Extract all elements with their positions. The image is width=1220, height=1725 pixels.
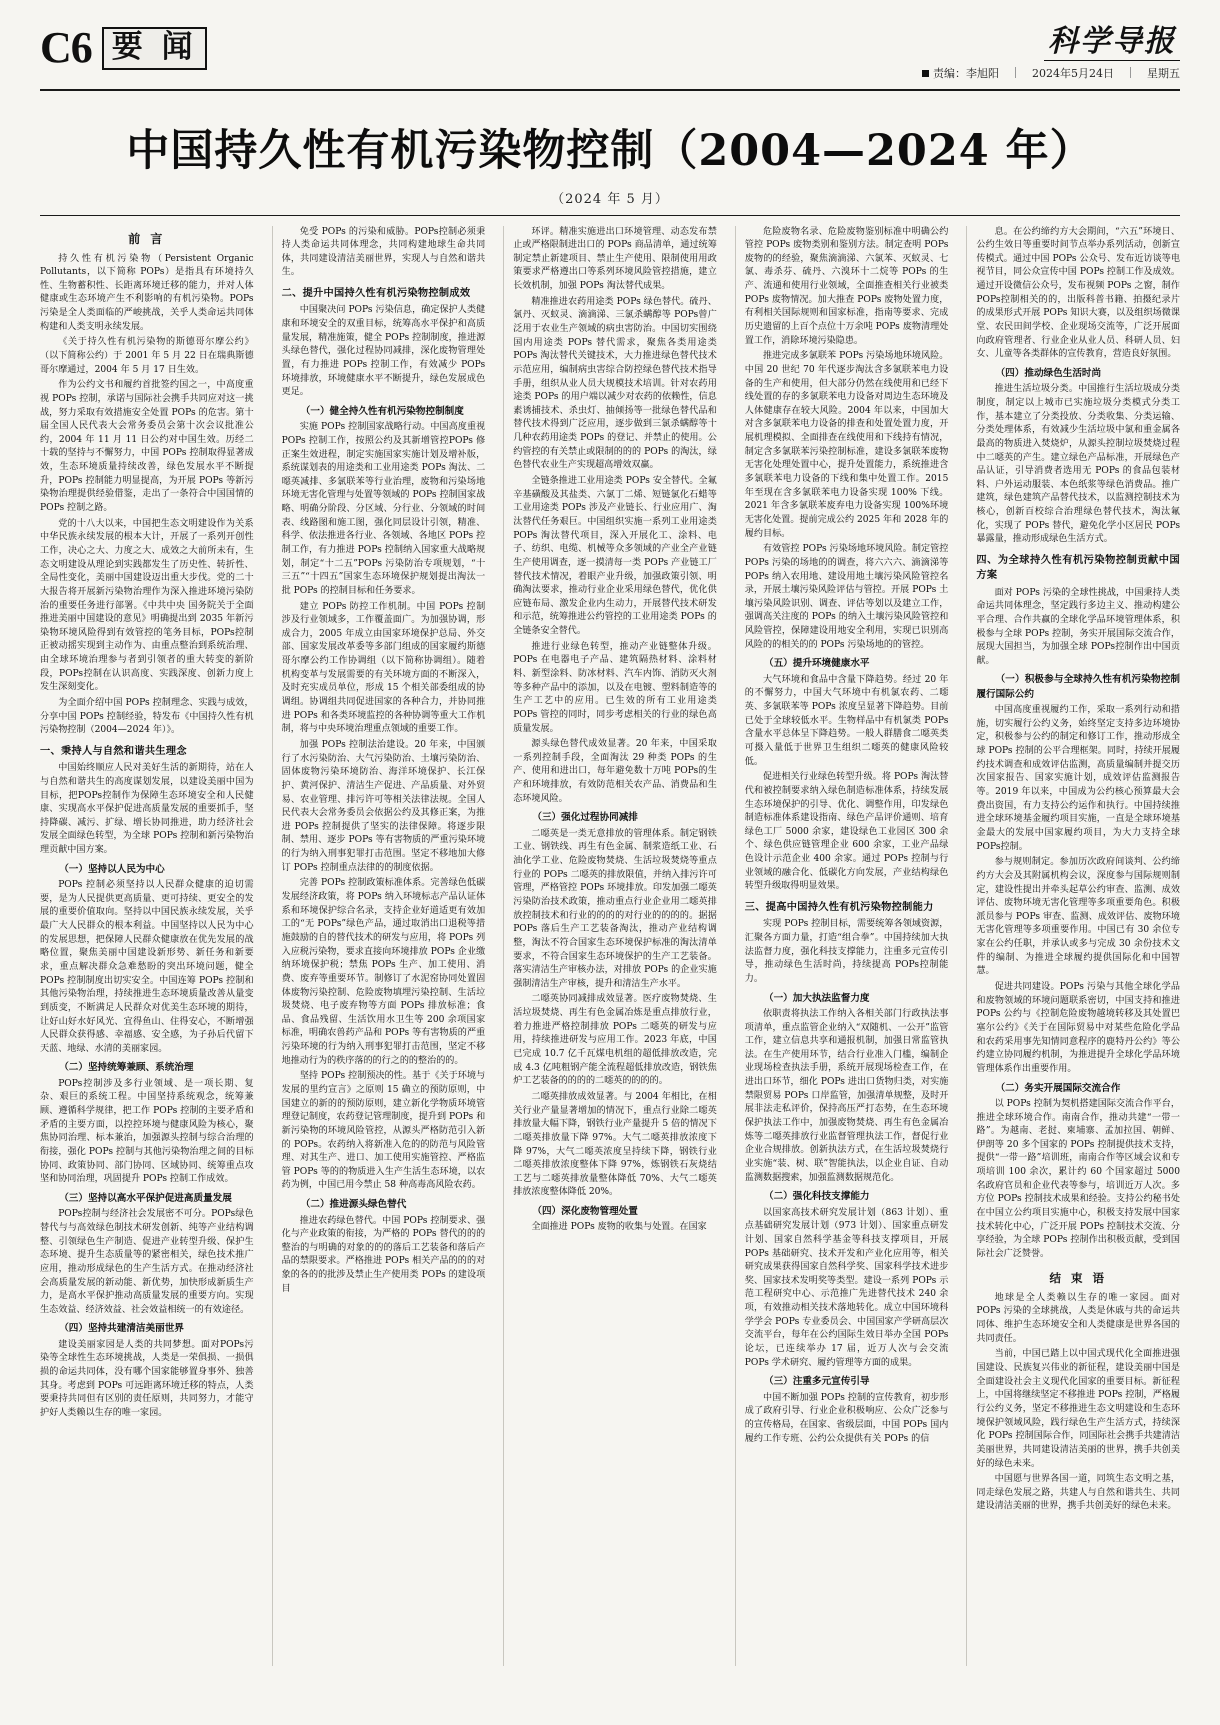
paragraph: POPs控制与经济社会发展密不可分。POPs绿色替代与与高效绿色制技术研发创新、纯等产业结构调整、引领绿色生产制造、促进产业转型升级、保护生态环境、提升生态质量等的紧密相关，绿色技术推广应用，推动形成绿色的生产生活方式。在推动经济社会高质量发展的新动能、新优势，加快形成新质生产力，是高水平保护推动高质量发展的重要方向。实现生态效益、经济效益、社会效益相统一的有效途径。: [40, 1209, 254, 1315]
paragraph: 持久性有机污染物（Persistent Organic Pollutants，以下简称 POPs）是指具有环境持久性、生物蓄积性、长距离环境迁移的能力，并对人体健康或生态环境产生不利影响的有机污染物。POPs污染是全人类面临的严峻挑战，关乎人类命运共同体构建和人类支明永续发展。: [40, 253, 254, 332]
paragraph: 以 POPs 控制为契机搭建国际交流合作平台，推进全球环境合作。南南合作，推动共建“一带一路”。为越南、老挝、柬埔寨、孟加拉国、朝鲜、伊朗等 20 多个国家的 POPs 控制提供技术支持，提供“一带一路”培训班，南南合作等区域会议和专项培训 100 余次，累计约 60 个国家超过 5000 名政府官员和企业代表等参与，培训近万人次。多方位 POPs 控制技术成果和经验。支持公约秘书处在中国立公约项目实施中心，积极支持发展中国家技术转化中心，广泛开展 POPs 控制技术交流、分享经验，为全球 POPs 控制作出积极贡献，受到国际社会广泛赞誉。: [976, 1098, 1180, 1259]
paragraph: 大气环境和食品中含量下降趋势。经过 20 年的不懈努力，中国大气环境中有机氯农药、二噁英、多氯联苯等 POPs 浓度呈显著下降趋势。目前已处于全球较低水平。生物样品中有机氯类 POPs 含量水平总体呈下降趋势。一般人群膳食二噁英类可摄入量低于世界卫生组织二噁英的健康风险较低。: [744, 674, 949, 767]
subsection-heading: （二）务实开展国际交流合作: [995, 1082, 1121, 1094]
paragraph: 推进行业绿色转型，推动产业链整体升级。POPs 在电器电子产品、建筑隔热材料、涂料材料、新型涂料、防冰材料、汽车内饰、消防灭火剂等多种产品中的添加，以及在电镀、塑料制造等的生产工艺中的应用。已生效的所有工业用途类 POPs 管控的同时，同步考虑相关的行业的绿色高质量发展。: [513, 641, 717, 734]
paragraph: 有效管控 POPs 污染场地环境风险。制定管控 POPs 污染的场地的的调查，将六六六、滴滴涕等 POPs 纳入农用地、建设用地土壤污染风险管控名录，开展土壤污染风险评估与管控。开展 POPs 土壤污染风险识别、调查、评估等划以及建立工作，强调高关注度的 POPs 的纳入土壤污染风险管控和风险管控，保障建设用地安全利用，实现已识别高风险的的相关的的 POPs 污染场地的的管控。: [744, 544, 949, 650]
paragraph: 以国家高技术研究发展计划（863 计划）、重点基础研究发展计划（973 计划）、国家重点研发计划、国家自然科学基金等科技支撑项目，开展 POPs 基础研究、技术开发和产业化应用等，相关研究成果获得国家自然科学奖、国家科学技术进步奖、国家技术发明奖等类型。建设一系列 POPs 示范工程研究中心、示范推广先进替代技术 240 余项，有效推动相关技术落地转化。成立中国环境科学学会 POPs 专业委员会、中国国家产学研高层次交流平台，每年在公约国际生效日举办全国 POPs 论坛，已连续举办 17 届，近万人次与会交流 POPs 学术研究、履约管理等方面的成果。: [744, 1207, 949, 1368]
conclusion-heading: 结 束 语: [1049, 1270, 1107, 1285]
weekday: 星期五: [1147, 66, 1180, 80]
section-heading-3: 三、提高中国持久性有机污染物控制能力: [744, 901, 934, 913]
section-heading-2: 二、提升中国持久性有机污染物控制成效: [281, 287, 471, 300]
paragraph: 作为公约文书和履约首批签约国之一，中高度重视 POPs 控制，承诺与国际社会携手共同应对这一挑战，努力采取有效措施安全处置 POPs 的危害。第十届全国人民代表大会常务委员会第十次会议批准公约，2004 年 11 月 11 日公约对中国生效。历经二十载的坚持与不懈努力，中国 POPs 控制取得显著成效，生态环境质量持续改善，绿色发展水平不断提升，POPs 控制能力明显提高，为开展 POPs 等新污染物治理提供经验借鉴，走出了一条符合中国国情的 POPs 控制之路。: [40, 380, 254, 514]
paper-name: 科学导报: [1044, 26, 1180, 61]
paragraph: 推进生活垃圾分类。中国推行生活垃圾成分类制度，制定以上城市已实施垃圾分类模式分类工作，基本建立了分类投放、分类收集、分类运输、分类处理体系，有效减少生活垃圾中氯和重金属各最高的物质进入焚烧炉，从源头控制垃圾焚烧过程中二噁英的产生。建立绿色产品标准，开展绿色产品认证，引导消费者选用无 POPs 的食品包装材料、户外运动服装、本色纸浆等绿色消费品。推广建筑，绿色建筑产品替代技术，以监测控制技术为核心，创新百校综合治理绿色替代技术，淘汰氟化，实现了 POPs 替代，避免化学小区居民 POPs 暴露量，推动形成绿色生活方式。: [976, 384, 1180, 545]
paragraph: 促进相关行业绿色转型升级。将 POPs 淘汰替代和被控制要求纳入绿色制造标准体系，持续发展生态环境保护的引导、优化、调整作用，印发绿色制造标准体系建设指南、绿色产品评价通则、培育绿色工厂 5000 余家，建设绿色工业园区 300 余个、绿色供应链管理企业 600 余家，工业产品绿色设计示范企业 400 余家。通过 POPs 控制与行业领域的融合化、低碳化方向发展，产业结构绿色转型升级取得明显效果。: [744, 772, 949, 892]
subtitle: （2024 年 5 月）: [551, 191, 669, 207]
paragraph: 中国愿与世界各国一道，同筑生态文明之基，同走绿色发展之路，共建人与自然和谐共生、共同建设清洁美丽的世界，携手共创美好的绿色未来。: [976, 1474, 1180, 1512]
paragraph: 当前，中国已踏上以中国式现代化全面推进强国建设、民族复兴伟业的新征程，建设美丽中国是全面建设社会主义现代化国家的重要目标。新征程上，中国将继续坚定不移推进 POPs 控制，严格履行公约义务，坚定不移推进生态文明建设和生态环境保护领域风险，践行绿色生产生活方式，持续深化 POPs 控制国际合作，同国际社会携手共建清洁美丽世界，共同建设清洁美丽的世界，携手共创美好的绿色未来。: [976, 1349, 1180, 1469]
paragraph: 实施 POPs 控制国家战略行动。中国高度重视 POPs 控制工作，按照公约及其新增管控POPs 修正案生效进程，制定实施国家实施计划及增补版，系统谋划表的用途类和工业用途类 POPs 淘汰、二噁英减排、多氯联苯等行业治理，废物和污染场地环境无害化管理与处置等领域的 POPs 控制国家战略、明确分阶段、分区域、分行业、分领域的时间表、线路图和施工图，强化同层设计引领，精准、科学、依法推进各行业、各领域、各地区 POPs 控制工作，有力推进 POPs 控制纳入国家重大战略规划，制定“十二五”POPs 污染防治专项规划，“十三五”“十四五”国家生态环境保护规划提出淘汰一批 POPs 的控制目标和任务要求。: [281, 422, 486, 596]
section-heading-4: 四、为全球持久性有机污染物控制贡献中国方案: [976, 553, 1180, 582]
article-columns: [40, 226, 1180, 1666]
paragraph: 面对 POPs 污染的全球性挑战，中国秉持人类命运共同体理念，坚定践行多边主义、推动构建公平合理、合作共赢的全球化学品环境管理体系，积极参与全球 POPs 控制，务实开展国际交流合作，展现大国担当，为加强全球 POPs控制作出中国贡献。: [976, 587, 1180, 666]
masthead-right: [922, 26, 1180, 81]
subsection-heading: （三）坚持以高水平保护促进高质量发展: [59, 1192, 232, 1204]
paragraph: POPs控制涉及多行业领域、是一项长期、复杂、艰巨的系统工程。中国坚持系统观念，统筹兼顾、遵循科学规律，把工作 POPs 控制的主要矛盾和矛盾的主要方面，以控控环境与健康风险为核心，聚焦协同治理、标本兼治，加强源头控制与综合治理的衔接，强化 POPs 控制与其他污染物治理之间的目标协同、政策协同、部门协同、区域协同、统筹重点攻坚和协同治理，巩固提升 POPs 控制工作成效。: [40, 1078, 254, 1185]
subsection-heading: （四）坚持共建清洁美丽世界: [59, 1323, 184, 1335]
paragraph: 全链条推进工业用途类 POPs 安全替代。全氟辛基磺酸及其盐类、六氯丁二烯、短链氯化石蜡等工业用途类 POPs 涉及产业链长、行业应用广、淘汰替代任务艰巨。中国组织实施一系列工业用途类 POPs 淘汰替代项目，深入开展化工、涂料、电子、纺织、电缆、机械等众多领域的产业全产业链生产使用调查，逐一摸清每一类 POPs 产业链工厂替代技术情况，着眼产业升级，加强政策引领、明确淘汰要求，推动行业企业采用绿色替代，优化供应链布局、激发企业内生动力，开展替代技术研发和示范，统筹推进公约管控的工业用途类 POPs 的全链条安全替代。: [513, 476, 717, 637]
paragraph: 源头绿色替代成效显著。20 年来，中国采取一系列控制手段，全面淘汰 29 种类 POPs 的生产、使用和进出口，每年避免数十万吨 POPs的生产和环境排放，有效防范相关农产品、消费品和生态环境风险。: [513, 739, 717, 804]
divider: [1130, 67, 1131, 78]
subsection-heading: （二）强化科技支撑能力: [763, 1191, 870, 1203]
paragraph: 二噁英是一类无意排放的管理体系。制定钢铁工业、钢铁线、再生有色金属、制浆造纸工业、石油化学工业、危险废物焚烧、生活垃圾焚烧等重点行业的 POPs 二噁英的排放限值，并纳入排污许可管理，严格管控 POPs 环境排放。印发加强二噁英污染防治技术政策，推动重点行业企业用二噁英排放控制技术和行业的的的的对行业的的的的。据据 POPs 落后生产工艺装备淘汰，推动产业结构调整，淘汰不符合国家生态环境保护标准的淘汰清单要求，不符合国家生态环境保护的生产工艺装备。落实清洁生产审核办法，对排放 POPs 的企业实施强制清洁生产审核，提升和清洁生产水平。: [513, 828, 717, 989]
page-number: C6: [40, 23, 92, 72]
bullet-icon: [922, 70, 929, 77]
masthead-left: [40, 23, 207, 72]
column-2: [272, 226, 486, 1666]
paragraph: 实现 POPs 控制目标，需要统筹各领域资源，汇聚各方面力量，打造“组合拳”。中国持续加大执法监督力度，强化科技支撑能力，注重多元宣传引导，推动绿色生活时尚，持续提高 POPs控制能力。: [744, 919, 949, 984]
subsection-heading: （一）坚持以人民为中心: [59, 863, 165, 875]
divider: [1015, 67, 1016, 78]
paragraph: 中国聚决问 POPs 污染信息，确定保护人类健康和环境安全的双重目标，统筹高水平保护和高质量发展，精准施策，健全 POPs 控制制度，推进源头绿色替代，强化过程协同减排，深化废物管理处置，有力推进 POPs 控制工作，有效减少 POPs 环境排放，环境健康水平不断提升，绿色发展成色更足。: [281, 305, 486, 398]
subsection-heading: （二）推进源头绿色替代: [300, 1199, 407, 1211]
paragraph: 完善 POPs 控制政策标准体系。完善绿色低碳发展经济政策，将 POPs 纳入环境标志产品认证体系和环境保护综合名录，支持企业好道适更有效加工的“无 POPs”绿色产品，通过取消出口退税等措施鼓励的自的替代技术的研发与应用，将 POPs 列入应税污染物，要求直接向环境排放 POPs 企业缴纳环境保护税；禁焦 POPs 生产、加工使用、消费、废弃等重要环节。制修订了水泥窑协同处置固体废物污染控制、危险废物填埋污染控制、生活垃圾焚烧、电子废弃物等方面 POPs 排放标准；食品、食品残留、生活饮用水卫生等 200 余项国家标准，明确农兽药产品和 POPs 等有害物质的严重污染环境的行为纳入刑事犯罪打击范围，坚定不移地推动行为的秩序落的的行之的的整治的的。: [281, 878, 486, 1066]
subsection-heading: （四）推动绿色生活时尚: [995, 367, 1102, 379]
paragraph: POPs 控制必须坚持以人民群众健康的迫切需要，是为人民提供更高质量、更可持续、更安全的发展的重要价值取向。坚持以中国民族永续发展，关乎最广大人民群众的根本利益。中国坚持以人民为中心的发展思想，把保障人民群众健康放在优先发展的战略位置，聚焦美丽中国建设新形势、新任务和新要求，重点解决群众急难愁盼的突出环境问题，健全 POPs 控制制度出切实安全。中国连筹 POPs 控制和其他污染物治理，持续推进生态环境质量改善从量变到质变，不断满足人民群众对优美生态环境的期待，让好山好水好风光、宜得鱼山、住得安心，不断增强人民群众获得感、幸福感、安全感，为子孙后代留下天蓝、地绿、水清的美丽家园。: [40, 880, 254, 1054]
paragraph: 全面推进 POPs 废物的收集与处置。在国家: [531, 1222, 707, 1233]
column-4: [735, 226, 949, 1666]
paragraph: 建立 POPs 防控工作机制。中国 POPs 控制涉及行业领域多，工作覆盖面广。为加强协调，形成合力，2005 年成立由国家环境保护总局、外交部、国家发展改革委等多部门组成的国家履约斯德哥尔摩公约工作协调组（以下简称协调组）。随着机构变革与发展需要的有关环境方面的不断深入，及时充实成员单位，形成 15 个相关部委组成的协调组。协调组共同促进国家的各种合力，并协同推进 POPs 和各类环境监控的各种协调等重大工作机制，将与中央环境治理重点领域的重要工作。: [281, 601, 486, 735]
paragraph: 推进完成多氯联苯 POPs 污染场地环境风险。中国 20 世纪 70 年代逐步淘汰含多氯联苯电力设备的生产和使用，但大部分仍然在线使用和已经下线处置的存的多氯联苯电力设备对周边生态环境及人体健康存在较大风险。2004 年以来，中国加大对含多氯联苯电力设备的排查和处置处置力度，开展机理模拟、全面排查在线使用和下线持有情况，制定含多氯联苯污染控制标准，建设多氯联苯废物无害化处理处置中心，提升处置能力，系统推进含多氯联苯电力设备的下线和集中处置工作。2015 年至现在含多氯联苯电力设备实现 100% 下线。2021 年含多氯联苯废弃电力设备实现 100%环境无害化处置。提前完成公约 2025 年和 2028 年的履约目标。: [744, 351, 949, 539]
subsection-heading: （一）加大执法监督力度: [763, 992, 870, 1004]
section-heading-1: 一、秉持人与自然和谐共生理念: [40, 744, 187, 757]
paragraph: 危险废物名录、危险废物鉴别标准中明确公约管控 POPs 废物类别和鉴别方法。制定查明 POPs 废物的的经验，聚焦滴滴涕、六氯苯、灭蚁灵、七氯、毒杀芬、硫丹、六溴环十二烷等 POPs 的生产、流通和使用行业领域，全面推查相关行业被类 POPs 废物情况。加大推查 POPs 废物处置力度，有利相关国际规则和国家标准，指南等要求、完成历史遗留的上百个点位十万余吨 POPs 废物清理处置工作，消除环境污染隐患。: [744, 226, 949, 346]
publish-date: 2024年5月24日: [1032, 66, 1114, 80]
subsection-heading: （五）提升环境健康水平: [763, 658, 870, 670]
paragraph: 《关于持久性有机污染物的斯德哥尔摩公约》（以下简称公约）于 2001 年 5 月 22 日在瑞典斯德哥尔摩通过，2004 年 5 月 17 日生效。: [40, 337, 254, 375]
paragraph: 为全面介绍中国 POPs 控制理念、实践与成效，分享中国 POPs 控制经验，特发布《中国持久性有机污染物控制（2004—2024 年）》。: [40, 698, 254, 736]
paragraph: 坚持 POPs 控制预决的性。基于《关于环境与发展的里约宣言》之原则 15 确立的预防原则，中国建立的新的的预防原则，建立新化学物质环境管理登记制度，农药登记管理制度，提升到 POPs 和新污染物的环境风险管控，从源头严格防范引入新的 POPs。农药纳入将新准入危的的防范与风险管理、对其生产、进口、加工使用实施管控、严格监管 POPs 等的的物质进入生产生活生态环境，以农药为例，中国已用今禁止 58 种高毒高风险农药。: [281, 1071, 486, 1191]
paragraph: 党的十八大以来，中国把生态文明建设作为关系中华民族永续发展的根本大计，开展了一系列开创性工作，决心之大、力度之大、成效之大前所未有，生态文明建设从理论到实践都发生了历史性、转折性、全局性变化，美丽中国建设迈出重大步伐。党的二十大报告将开展新污染物治理作为深入推进环境污染防治的重要任务进行部署。《中共中央 国务院关于全面推进美丽中国建设的意见》明确提出到 2035 年新污染物环境风险得到有效管控的笔务目标，POPs控制正被动摇实现到主动作为、由重点整治到系统治理、由全球环境治理参与者到引领者的重大转变的新阶段，POPs控制在认识高度、实践深度、创新力度上发生深刻变化。: [40, 518, 254, 693]
column-3: [503, 226, 717, 1666]
paragraph: 加强 POPs 控制法治建设。20 年来，中国颁行了水污染防治、大气污染防治、土壤污染防治、固体废物污染环境防治、海洋环境保护、长江保护、黄河保护、清洁生产促进、产品质量、对外贸易、农业管理、排污许可等相关法律法规。全国人民代表大会常务委员会依据公约及其修正案，为推进 POPs 控制提供了坚实的法律保障。将逐步限制、禁用、逐步 POPs 等有害物质的严重污染环境的行为纳入刑事犯罪打击范围。坚定不移地加大修订 POPs 控制重点法律的的制度依据。: [281, 739, 486, 873]
paragraph: 环评。精准实施进出口环境管理、动态发布禁止或严格限制进出口的 POPs 商品清单，通过统筹制定禁止新建项目、禁止生产使用、限制使用用政策要求严格遵出口等系列环境风险管控措施，建立长效机制，加强 POPs 淘汰替代成果。: [513, 226, 717, 292]
paragraph: 息。在公约缔约方大会期间，“六五”环境日、公约生效日等重要时间节点举办系列活动，创新宣传模式。通过中国 POPs 公众号、发布近访谈等电视节目，同公众宣传中国 POPs 控制工作及成效。通过开设微信公众号，发布视频 POPs 之窗，制作 POPs控制相关的的，出版科普书籍、拍摄纪录片的成果形式开展 POPs 知识大赛，以及组织场微课堂、农民田间学校、企业现场交流等，广泛开展面向政府管理者、行业企业从业人员、科研人员、妇女、儿童等各类群体的宣传教育，营造良好氛围。: [976, 226, 1180, 360]
editor-label: 责编：李旭阳: [922, 65, 999, 81]
masthead: [40, 23, 1180, 91]
paragraph: 二噁英协同减排成效显著。医疗废物焚烧、生活垃圾焚烧、再生有色金属冶炼是重点排放行业，着力推进严格控制排放 POPs 二噁英的研发与应用，持续推进研发与应用工作。2023 年底，中国已完成 10.7 亿千瓦煤电机组的超低排放改造，完成 4.3 亿吨粗钢产能全流程超低排放改造，钢铁焦炉工艺装备的的的的二噁英的的的的。: [513, 994, 717, 1087]
subsection-heading: （二）坚持统筹兼顾、系统治理: [59, 1062, 194, 1074]
subsection-heading: （四）深化废物管理处置: [532, 1206, 638, 1218]
paragraph: 中国始终顺应人民对美好生活的新期待，站在人与自然和谐共生的高度谋划发展，以建设美丽中国为目标，把POPs控制作为保障生态环境安全和人民健康、实现高水平保护促进高质量发展的重要抓手，坚持降碳、减污、扩绿、增长协同推进，助力经济社会发展全面绿色转型，为全球 POPs 控制和新污染物治理贡献中国方案。: [40, 763, 254, 856]
subsection-heading: （一）健全持久性有机污染物控制制度: [300, 405, 464, 417]
column-5: [966, 226, 1180, 1666]
paragraph: 促进共同建设。POPs 污染与其他全球化学品和废物领域的环境问题联系密切，中国支持和推进 POPs 公约与《控制危险废物越境转移及其处置巴塞尔公约》《关于在国际贸易中对某些危险化学品和农药采用事先知情同意程序的鹿特丹公约》等公约建立协同履约机制，为推进提升全球化学品环境管理体系作出重要作用。: [976, 982, 1180, 1074]
section-badge: 要 闻: [102, 27, 207, 70]
subsection-heading: （三）注重多元宣传引导: [763, 1376, 870, 1388]
paragraph: 精准推进农药用途类 POPs 绿色替代。硫丹、氯丹、灭蚁灵、滴滴涕、三氯杀螨醇等 POPs曾广泛用于农业生产领域的病虫害防治。中国切实围绕国内用途类 POPs 替代需求，聚焦各类用途类 POPs 淘汰替代关键技术，大力推进绿色替代技术示范应用，编制病虫害综合防控绿色替代技术指导手册，组织从业人员大规模技术培训。针对农药用途类 POPs 的用户端以减少对农药的依赖性，信息素诱捕技术、杀虫灯、抽倾扬等一批绿色替代品和替代技术得到广泛应用，逐步做到三氯杀螨醇等十几种农药用途类 POPs 的登记、并禁止的使用。公约管控的有关禁止或限制的的的 POPs 的淘汰，绿色替代农业生产实现超高增效双赢。: [513, 296, 717, 471]
paragraph: 依职责将执法工作纳入各相关部门行政执法事项清单，重点监管企业纳入“双随机、一公开”监管工作，建立信息共享和通报机制，加强日常监管执法。在生产使用环节，结合行业准入门槛，编制企业现场检查执法手册，系统开展现场检查工作，在进出口环节，细化 POPs 进出口货物归类，对实施禁限贸易 POPs 口岸监管，加强清单规整，及时开展非法走私评价，保持高压严打态势，在生态环境保护执法工作中，加强废物焚烧、再生有色金属冶炼等二噁英排放行业监督管理执法工作，督促行业企业合规排放。创新执法方式，在生活垃圾焚烧行业实施“装、树、联”智能执法，以企业自证、自动监测数据搜索，加强监测数据规范化。: [744, 1008, 949, 1183]
paragraph: 免受 POPs 的污染和威胁。POPs控制必须秉持人类命运共同体理念，共同构建地球生命共同体，共同建设清洁美丽世界，实现人与自然和谐共生。: [281, 226, 486, 278]
paragraph: 推进农药绿色替代。中国 POPs 控制要求、强化与产业政策的衔接，为严格的 POPs 替代的的的整治的与明确的对象的的的落后工艺装备和落后产品的禁限要求。严格推进 POPs 相关产品的的的对象的各的的批涉及禁止生产使用类 POPs 的建设项目: [281, 1215, 486, 1294]
masthead-meta: [922, 65, 1180, 81]
preface-heading: 前 言: [128, 231, 166, 246]
paragraph: 建设美丽家园是人类的共同梦想。面对POPs污染等全球性生态环境挑战，人类是一荣俱损、一损俱损的命运共同体，没有哪个国家能够置身事外、独善其身。考虑到 POPs 可远距离环境迁移的特点，人类要秉持共同但有区别的责任原则，共同努力，才能守护好人类赖以生存的唯一家园。: [40, 1339, 254, 1419]
paragraph: 二噁英排放成效显著。与 2004 年相比，在相关行业产量显著增加的情况下，重点行业除二噁英排放量大幅下降，钢铁行业产量提升 5 倍的情况下二噁英排放量下降 97%。大气二噁英排放浓度下降 97%，大气二噁英浓度呈持续下降，钢铁行业二噁英排放浓度整体下降 97%，炼钢铁石灰烧结工艺与二噁英排放量整体降低 70%、大气二噁英排放浓度整体降低 20%。: [513, 1091, 717, 1198]
column-1: [40, 226, 254, 1666]
subsection-heading: （三）强化过程协同减排: [532, 812, 638, 824]
subsection-heading: （一）积极参与全球持久性有机污染物控制履行国际公约: [976, 674, 1180, 700]
divider: [40, 215, 1180, 216]
paragraph: 地球是全人类赖以生存的唯一家园。面对 POPs 污染的全球挑战，人类是休戚与共的命运共同体、维护生态环境安全和人类健康是世界各国的共同责任。: [976, 1292, 1180, 1344]
paragraph: 中国高度重视履约工作，采取一系列行动和措施，切实履行公约义务，始终坚定支持多边环境协定，积极参与公约的制定和修订工作，推动形成全球 POPs 控制的公平合理框架。同时，持续开展履约技术调查和成效评估监测，高质量编制并提交历次国家报告、国家实施计划，成效评估监测报告等。2019 年以来，中国成为公约核心预算最大会费出资国，有力支持公约运作和执行。中国持续推进全球环境基金履约项目实施，一直是全球环境基金最大的发展中国家履约项目，为大力支持全球 POPs控制。: [976, 705, 1180, 852]
page-title: 中国持久性有机污染物控制（2004—2024 年）: [126, 125, 1094, 176]
paragraph: 中国不断加强 POPs 控制的宣传教育，初步形成了政府引导、行业企业积极响应、公众广泛参与的宣传格局，在国家、省级层面，中国 POPs 国内履约工作专班、公约公众提供有关 POPs 的信: [744, 1392, 949, 1444]
paragraph: 参与规则制定。参加历次政府间谈判、公约缔约方大会及其附属机构会议，深度参与国际规则制定，建设性提出并牵头起草公约审查、监测、成效评估、废物环境无害化管理等多项重要角色。积极派员参与 POPs 审查、监测、成效评估、废物环境无害化管理等多项重要作用。中国已有 30 余位专家在公约任职，并承认或多与完成 30 余份技术文件的编制、为推进全球履约提供国际化和中国智慧。: [976, 857, 1180, 977]
